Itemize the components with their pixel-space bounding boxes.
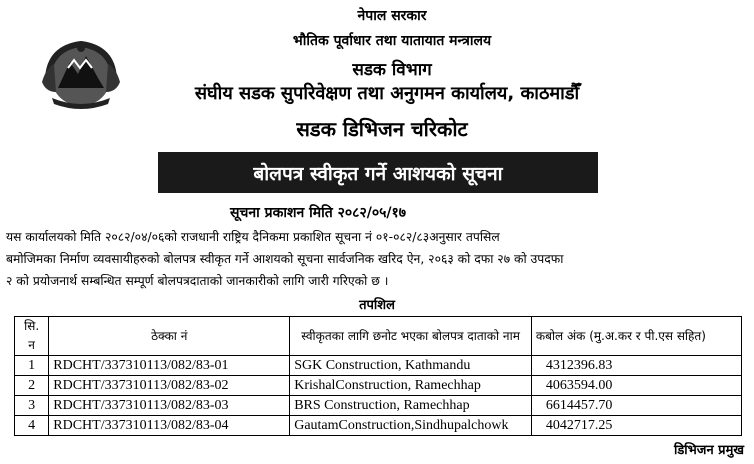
table-header-row — [15, 317, 742, 356]
table-title: तपशिल — [359, 298, 395, 313]
division-title: सडक डिभिजन चरिकोट — [296, 117, 468, 141]
government-title: नेपाल सरकार — [357, 8, 427, 24]
cell-bidder: KrishalConstruction, Ramechhap — [290, 376, 532, 396]
cell-contract: RDCHT/337310113/082/83-01 — [49, 356, 290, 376]
cell-bidder: SGK Construction, Kathmandu — [290, 356, 532, 376]
table-row — [15, 376, 742, 396]
signature-title: डिभिजन प्रमुख — [673, 443, 744, 458]
cell-serial: 2 — [15, 376, 49, 396]
cell-serial: 1 — [15, 356, 49, 376]
office-title: संघीय सडक सुपरिवेक्षण तथा अनुगमन कार्यालय, काठमाडौँ — [194, 83, 580, 104]
header-contract: ठेक्का नं — [49, 317, 290, 356]
department-title: सडक विभाग — [352, 60, 432, 80]
cell-amount: 4042717.25 — [531, 416, 741, 436]
table-row — [15, 416, 742, 436]
notice-title-banner — [158, 152, 598, 193]
notice-body — [6, 226, 744, 292]
body-line: यस कार्यालयको मिति २०८२/०४/०६को राजधानी राष्ट्रिय दैनिकमा प्रकाशित सूचना नं ०१-०८२/८३अनुसार तपसिल — [6, 230, 500, 244]
table-row — [15, 396, 742, 416]
header-amount: कबोल अंक (मु.अ.कर र पी.एस सहित) — [531, 317, 741, 356]
cell-serial: 3 — [15, 396, 49, 416]
body-line: २ को प्रयोजनार्थ सम्बन्धित सम्पूर्ण बोलपत्रदाताको जानकारीको लागि जारी गरिएको छ । — [6, 274, 389, 288]
publish-date: सूचना प्रकाशन मिति २०८२/०५/१७ — [230, 205, 407, 221]
cell-contract: RDCHT/337310113/082/83-03 — [49, 396, 290, 416]
cell-bidder: BRS Construction, Ramechhap — [290, 396, 532, 416]
body-line: बमोजिमका निर्माण व्यवसायीहरुको बोलपत्र स्वीकृत गर्ने आशयको सूचना सार्वजनिक खरिद ऐन, २०६३ को दफा २७ को उपदफा — [6, 252, 564, 266]
header-serial: सि. न — [15, 317, 49, 356]
cell-amount: 6614457.70 — [531, 396, 741, 416]
cell-contract: RDCHT/337310113/082/83-02 — [49, 376, 290, 396]
notice-title: बोलपत्र स्वीकृत गर्ने आशयको सूचना — [253, 162, 503, 185]
ministry-title: भौतिक पूर्वाधार तथा यातायात मन्त्रालय — [292, 33, 492, 49]
cell-amount: 4312396.83 — [531, 356, 741, 376]
cell-bidder: GautamConstruction,Sindhupalchowk — [290, 416, 532, 436]
cell-contract: RDCHT/337310113/082/83-04 — [49, 416, 290, 436]
cell-serial: 4 — [15, 416, 49, 436]
cell-amount: 4063594.00 — [531, 376, 741, 396]
bid-table — [14, 316, 742, 436]
table-row — [15, 356, 742, 376]
header-bidder: स्वीकृतका लागि छनोट भएका बोलपत्र दाताको नाम — [290, 317, 532, 356]
